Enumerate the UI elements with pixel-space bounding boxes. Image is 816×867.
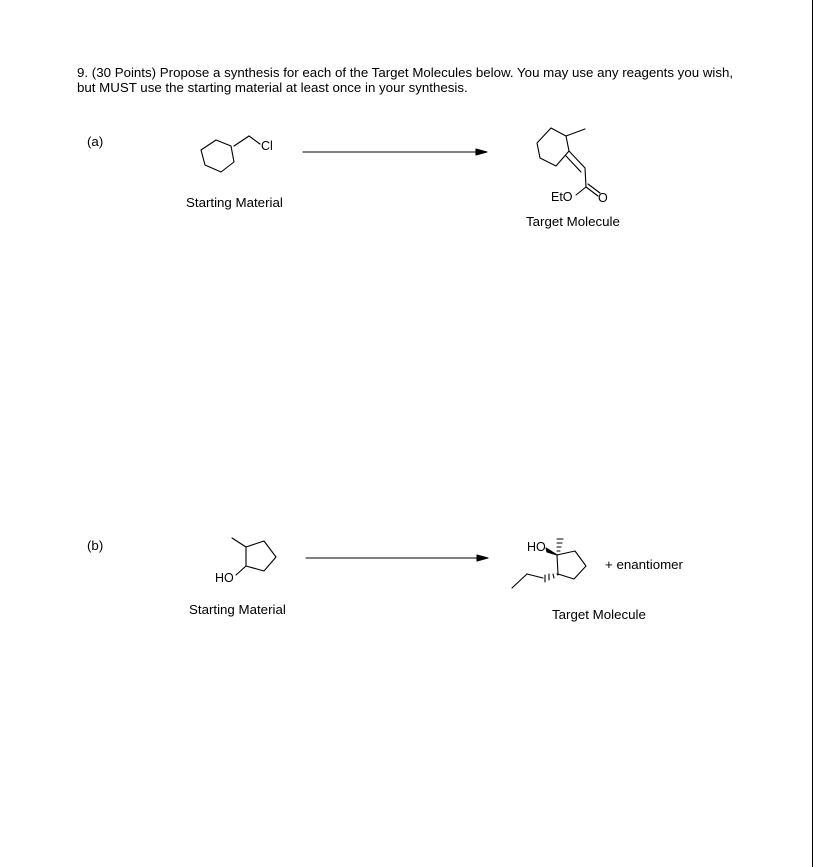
part-b-enantiomer-note: + enantiomer	[605, 557, 683, 572]
ethoxy-label: EtO	[551, 190, 573, 204]
hashed-propyl-bond	[545, 574, 558, 582]
exocyclic-double-bond	[569, 151, 585, 168]
part-b-starting-material	[232, 538, 276, 575]
hashed-methyl-bond	[557, 539, 563, 555]
cyclopentane-ring	[246, 541, 276, 571]
part-a-reaction-arrow	[303, 149, 487, 155]
ch-to-carbonyl-bond	[585, 168, 586, 187]
cyclopentane-ring	[557, 551, 586, 579]
c-oet-bond	[576, 187, 586, 195]
part-b-target-molecule	[512, 539, 586, 588]
part-b-label: (b)	[87, 538, 104, 553]
c-oh-bond	[236, 566, 246, 575]
cyclohexane-ring	[537, 128, 569, 166]
hydroxyl-label: HO	[527, 540, 546, 554]
part-a-starting-material	[201, 136, 260, 172]
question-line-1: 9. (30 Points) Propose a synthesis for each of the Target Molecules below. You may use any reagents you wish,	[77, 65, 734, 80]
cyclohexane-ring	[201, 140, 234, 172]
part-a-start-caption: Starting Material	[186, 195, 283, 210]
ch2-bond	[234, 136, 249, 146]
part-a-label: (a)	[87, 134, 104, 149]
chlorine-atom-label: Cl	[261, 139, 273, 153]
carbonyl-oxygen-label: O	[598, 191, 608, 205]
question-line-2: but MUST use the starting material at least once in your synthesis.	[77, 80, 468, 95]
part-b-target-caption: Target Molecule	[552, 607, 646, 622]
methyl-bond	[232, 538, 246, 547]
carbonyl-double-bond	[586, 187, 598, 196]
part-a-target-caption: Target Molecule	[526, 214, 620, 229]
methyl-bond	[566, 129, 585, 136]
c-cl-bond	[249, 136, 260, 144]
part-b-start-caption: Starting Material	[189, 602, 286, 617]
propyl-bond-3	[512, 574, 527, 588]
propyl-bond-2	[527, 574, 543, 578]
part-a-target-molecule	[537, 128, 600, 196]
hydroxyl-label: HO	[215, 571, 234, 585]
wedge-bond-oh	[546, 548, 557, 555]
part-b-reaction-arrow	[306, 555, 488, 561]
